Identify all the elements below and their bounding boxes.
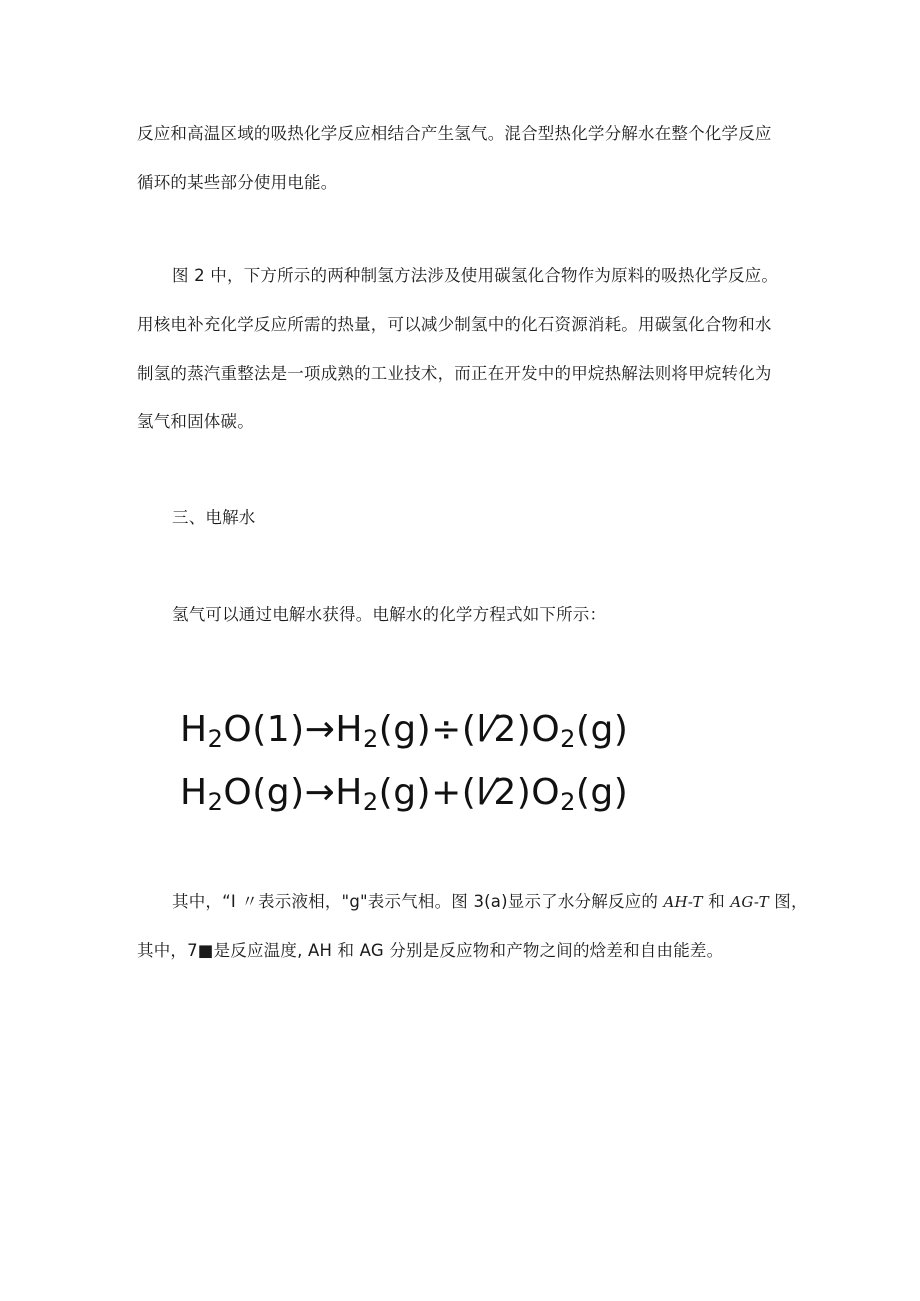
chemical-equation-liquid: $H_2O(1)\to H_2(g)\div(l⁄2)O_2(g)$ xyxy=(180,709,629,753)
paragraph-3-line-2: 其中，7■是反应温度, AH 和 AG 分别是反应物和产物之间的焓差和自由能差。 xyxy=(137,941,724,960)
paragraph-1-line-1: 反应和高温区域的吸热化学反应相结合产生氢气。混合型热化学分解水在整个化学反应 xyxy=(137,124,772,143)
dg-t-label: AG-T xyxy=(730,893,769,911)
paragraph-2-line-1: 图 2 中，下方所示的两种制氢方法涉及使用碳氢化合物作为原料的吸热化学反应。 xyxy=(172,266,779,285)
section-heading: 三、电解水 xyxy=(172,508,256,527)
paragraph-1-line-2: 循环的某些部分使用电能。 xyxy=(137,173,338,192)
paragraph-2-line-3: 制氢的蒸汽重整法是一项成熟的工业技术，而正在开发中的甲烷热解法则将甲烷转化为 xyxy=(137,364,772,383)
intro-line: 氢气可以通过电解水获得。电解水的化学方程式如下所示： xyxy=(172,605,607,624)
dh-t-label: AH-T xyxy=(663,893,703,911)
chemical-equation-gas: $H_2O(g)\to H_2(g)+(l⁄2)O_2(g)$ xyxy=(180,772,629,816)
paragraph-2-line-2: 用核电补充化学反应所需的热量，可以减少制氢中的化石资源消耗。用碳氢化合物和水 xyxy=(137,315,772,334)
paragraph-2-line-4: 氢气和固体碳。 xyxy=(137,412,254,431)
paragraph-3-line-1: 其中，“I 〃表示液相，"g"表示气相。图 3(a)显示了水分解反应的 AH-T 和 AG-T 图， xyxy=(172,892,808,911)
